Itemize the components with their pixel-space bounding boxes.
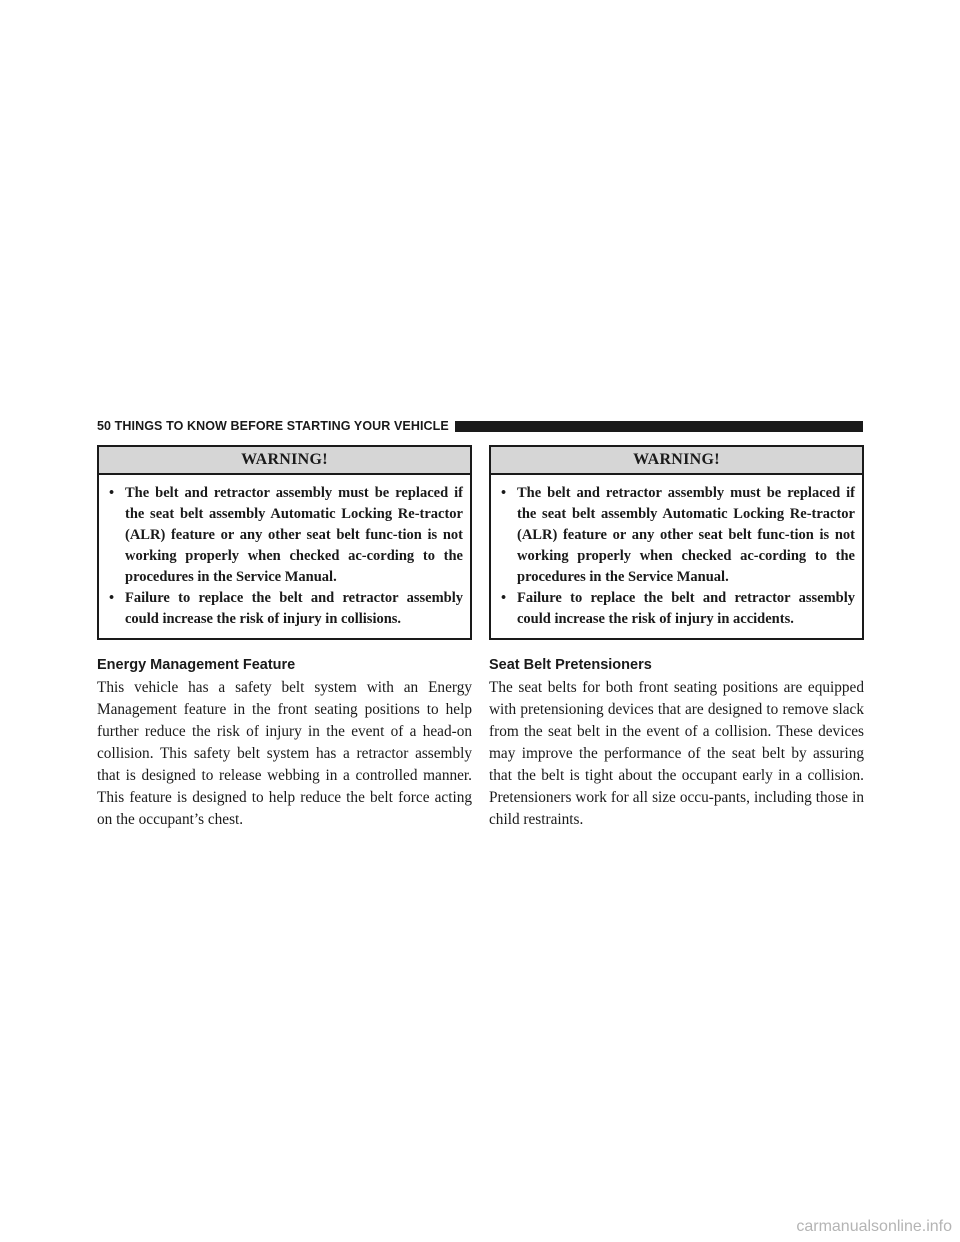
watermark-link[interactable]: carmanualsonline.info xyxy=(796,1218,952,1235)
page-header xyxy=(97,419,863,433)
section-heading-pretensioners: Seat Belt Pretensioners xyxy=(489,657,652,673)
warning-item xyxy=(109,588,463,630)
warning-list xyxy=(99,475,470,638)
warning-item-text: The belt and retractor assembly must be replaced if the seat belt assembly Automatic Locking Re-tractor (ALR) feature or any other seat belt func-tion is not working properly when checked ac-cording to the procedures in the Service Manual. xyxy=(125,485,463,585)
bullet-icon: • xyxy=(109,485,115,501)
header-rule xyxy=(455,421,863,432)
warning-item-text: Failure to replace the belt and retractor assembly could increase the risk of injury in accidents. xyxy=(517,590,855,627)
warning-list xyxy=(491,475,862,638)
bullet-icon: • xyxy=(501,485,507,501)
warning-title: WARNING! xyxy=(99,447,470,475)
warning-item xyxy=(501,588,855,630)
warning-item-text: The belt and retractor assembly must be replaced if the seat belt assembly Automatic Locking Re-tractor (ALR) feature or any other seat belt func-tion is not working properly when checked ac-cording to the procedures in the Service Manual. xyxy=(517,485,855,585)
warning-box-right xyxy=(489,445,864,640)
bullet-icon: • xyxy=(501,590,507,606)
warning-title: WARNING! xyxy=(491,447,862,475)
paragraph-energy-management: This vehicle has a safety belt system with an Energy Management feature in the front seating positions to help further reduce the risk of injury in the event of a head-on collision. This safety belt system has a retractor assembly that is designed to release webbing in a controlled manner. This feature is designed to help reduce the belt force acting on the occupant’s chest. xyxy=(97,679,472,828)
warning-item xyxy=(109,483,463,588)
warning-item-text: Failure to replace the belt and retractor assembly could increase the risk of injury in collisions. xyxy=(125,590,463,627)
left-column xyxy=(97,445,472,831)
page-header-text: 50 THINGS TO KNOW BEFORE STARTING YOUR VEHICLE xyxy=(97,419,449,433)
section-heading-energy-management: Energy Management Feature xyxy=(97,657,296,673)
paragraph-pretensioners: The seat belts for both front seating positions are equipped with pretensioning devices that are designed to remove slack from the seat belt in the event of a collision. These devices may improve the performance of the seat belt by assuring that the belt is tight about the occupant early in a collision. Pretensioners work for all size occu-pants, including those in child restraints. xyxy=(489,679,864,828)
right-column xyxy=(489,445,864,831)
warning-box-left xyxy=(97,445,472,640)
warning-item xyxy=(501,483,855,588)
bullet-icon: • xyxy=(109,590,115,606)
